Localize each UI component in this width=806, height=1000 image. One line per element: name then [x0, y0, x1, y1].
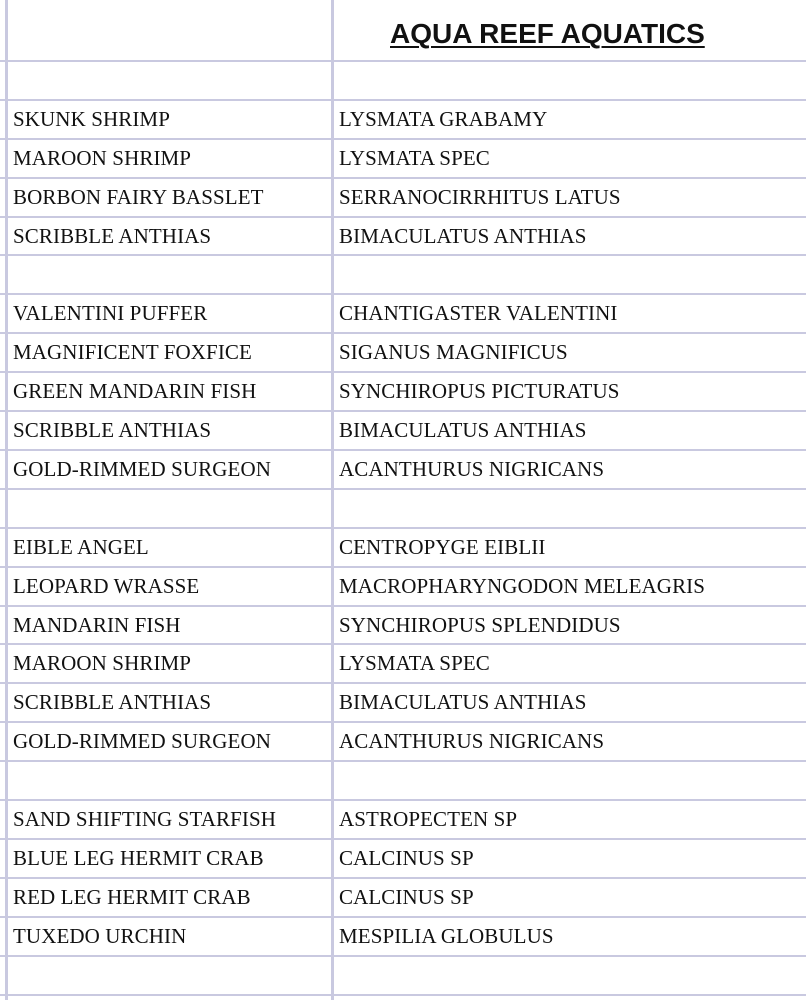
- scientific-name-cell: SYNCHIROPUS SPLENDIDUS: [339, 612, 621, 637]
- common-name-cell: SKUNK SHRIMP: [13, 106, 170, 131]
- table-row: [0, 684, 806, 723]
- table-row: [0, 140, 806, 179]
- scientific-name-cell: SIGANUS MAGNIFICUS: [339, 340, 568, 365]
- table-row: [0, 879, 806, 918]
- table-row: [0, 334, 806, 373]
- scientific-name-cell: CALCINUS SP: [339, 845, 474, 870]
- table-row: [0, 529, 806, 568]
- table-row: [0, 996, 806, 1000]
- common-name-cell: BORBON FAIRY BASSLET: [13, 184, 264, 209]
- scientific-name-cell: BIMACULATUS ANTHIAS: [339, 690, 587, 715]
- scientific-name-cell: BIMACULATUS ANTHIAS: [339, 223, 587, 248]
- scientific-name-cell: MESPILIA GLOBULUS: [339, 923, 554, 948]
- scientific-name-cell: LYSMATA SPEC: [339, 145, 490, 170]
- scientific-name-cell: MACROPHARYNGODON MELEAGRIS: [339, 573, 706, 598]
- table-row: [0, 957, 806, 996]
- sheet-title: AQUA REEF AQUATICS: [390, 18, 705, 49]
- scientific-name-cell: CENTROPYGE EIBLII: [339, 534, 546, 559]
- scientific-name-cell: ACANTHURUS NIGRICANS: [339, 456, 605, 481]
- table-row: [0, 490, 806, 529]
- common-name-cell: SCRIBBLE ANTHIAS: [13, 690, 212, 715]
- common-name-cell: LEOPARD WRASSE: [13, 573, 200, 598]
- table-row: [0, 646, 806, 685]
- common-name-cell: VALENTINI PUFFER: [13, 301, 208, 326]
- scientific-name-cell: SERRANOCIRRHITUS LATUS: [339, 184, 621, 209]
- table-row: [0, 451, 806, 490]
- table-row: [0, 257, 806, 296]
- common-name-cell: SCRIBBLE ANTHIAS: [13, 223, 212, 248]
- table-row: [0, 568, 806, 607]
- scientific-name-cell: ACANTHURUS NIGRICANS: [339, 729, 605, 754]
- scientific-name-cell: SYNCHIROPUS PICTURATUS: [339, 379, 620, 404]
- scientific-name-cell: CHANTIGASTER VALENTINI: [339, 301, 618, 326]
- table-row: [0, 101, 806, 140]
- column-divider-left: [5, 0, 8, 1000]
- scientific-name-cell: LYSMATA SPEC: [339, 651, 490, 676]
- common-name-cell: BLUE LEG HERMIT CRAB: [13, 845, 264, 870]
- common-name-cell: RED LEG HERMIT CRAB: [13, 884, 251, 909]
- table-row: [0, 412, 806, 451]
- scientific-name-cell: LYSMATA GRABAMY: [339, 106, 548, 131]
- common-name-cell: MAROON SHRIMP: [13, 651, 192, 676]
- table-row: [0, 801, 806, 840]
- table-row: [0, 840, 806, 879]
- table-row: [0, 295, 806, 334]
- table-row: [0, 723, 806, 762]
- common-name-cell: MAROON SHRIMP: [13, 145, 192, 170]
- table-row: [0, 762, 806, 801]
- common-name-cell: MANDARIN FISH: [13, 612, 181, 637]
- column-divider-middle: [331, 0, 334, 1000]
- scientific-name-cell: ASTROPECTEN SP: [339, 807, 518, 832]
- table-row: [0, 179, 806, 218]
- common-name-cell: GREEN MANDARIN FISH: [13, 379, 257, 404]
- common-name-cell: GOLD-RIMMED SURGEON: [13, 456, 271, 481]
- table-row: [0, 218, 806, 257]
- table-row: [0, 607, 806, 646]
- common-name-cell: GOLD-RIMMED SURGEON: [13, 729, 271, 754]
- common-name-cell: MAGNIFICENT FOXFICE: [13, 340, 252, 365]
- common-name-cell: SAND SHIFTING STARFISH: [13, 807, 277, 832]
- scientific-name-cell: CALCINUS SP: [339, 884, 474, 909]
- table-row: [0, 373, 806, 412]
- scientific-name-cell: BIMACULATUS ANTHIAS: [339, 418, 587, 443]
- table-row: [0, 62, 806, 101]
- common-name-cell: TUXEDO URCHIN: [13, 923, 187, 948]
- table-row: [0, 918, 806, 957]
- common-name-cell: SCRIBBLE ANTHIAS: [13, 418, 212, 443]
- common-name-cell: EIBLE ANGEL: [13, 534, 149, 559]
